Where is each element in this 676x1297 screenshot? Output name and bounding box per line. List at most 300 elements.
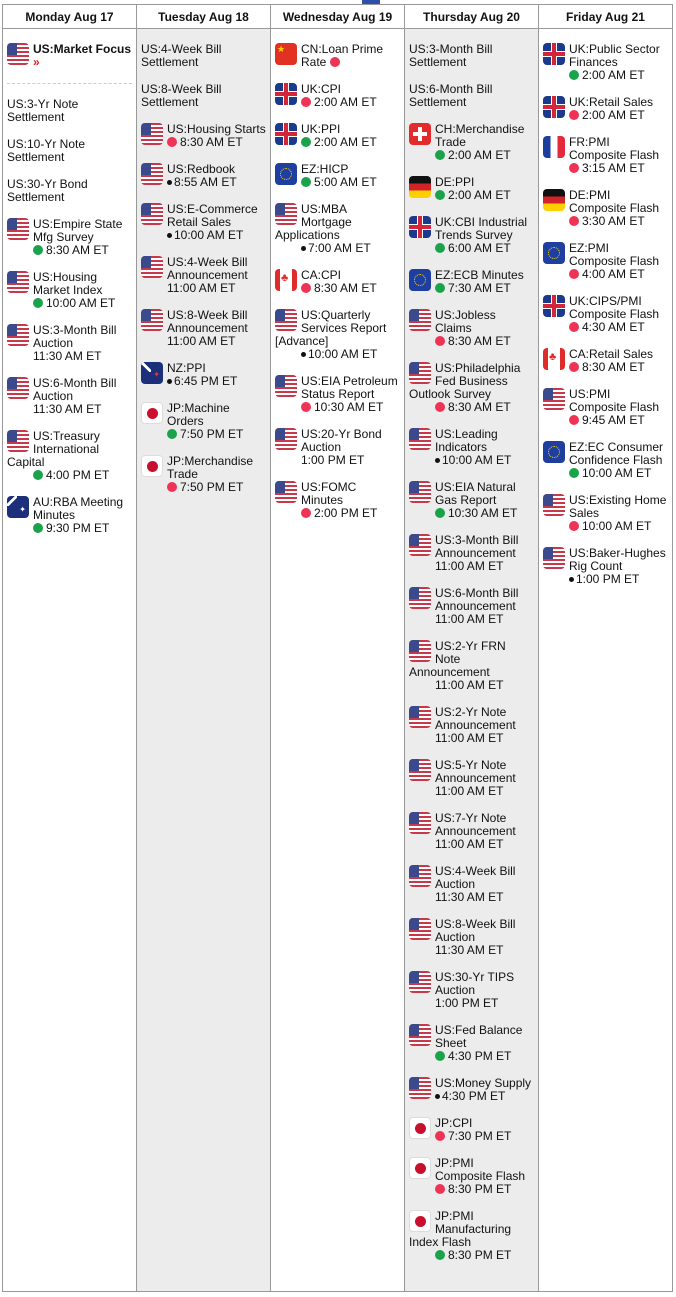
calendar-event[interactable] <box>543 96 668 122</box>
calendar-event[interactable] <box>141 309 266 348</box>
swiss-flag-icon <box>409 123 431 145</box>
calendar-event[interactable] <box>275 269 400 295</box>
calendar-event[interactable] <box>409 865 534 904</box>
event-name[interactable]: JP:PMI Manufacturing Index Flash <box>409 1209 512 1249</box>
event-time: 10:00 AM ET <box>582 466 652 480</box>
event-name[interactable]: US:3-Month Bill Auction <box>33 323 117 350</box>
us-flag-icon <box>7 324 29 346</box>
day-header: Friday Aug 21 <box>539 5 673 29</box>
event-time: 11:00 AM ET <box>435 784 504 798</box>
us-flag-icon <box>409 640 431 662</box>
event-name[interactable]: US:2-Yr FRN Note Announcement <box>409 639 506 679</box>
importance-dot <box>569 110 579 120</box>
event-time: 3:30 AM ET <box>582 214 645 228</box>
calendar-event[interactable] <box>141 123 266 149</box>
header-row <box>3 5 673 29</box>
calendar-event[interactable] <box>7 377 132 416</box>
event-name[interactable]: US:Housing Starts <box>167 122 266 136</box>
event-time-row <box>543 573 668 586</box>
event-name[interactable]: US:Leading Indicators <box>435 427 498 454</box>
calendar-event[interactable] <box>409 1210 534 1262</box>
importance-dot <box>167 429 177 439</box>
event-time: 8:30 AM ET <box>582 360 645 374</box>
event-time: 11:00 AM ET <box>435 559 504 573</box>
calendar-event[interactable] <box>543 242 668 281</box>
calendar-event[interactable] <box>141 256 266 295</box>
event-name[interactable]: US:Housing Market Index <box>33 270 103 297</box>
day-column <box>137 29 271 1292</box>
importance-dot <box>435 1051 445 1061</box>
event-time-row <box>409 613 534 626</box>
calendar-event[interactable] <box>409 534 534 573</box>
calendar-event[interactable] <box>543 136 668 175</box>
event-time: 2:00 AM ET <box>448 148 511 162</box>
us-flag-icon <box>543 388 565 410</box>
event-name[interactable]: US:4-Week Bill Auction <box>435 864 516 891</box>
event-name[interactable]: JP:Machine Orders <box>167 401 230 428</box>
calendar-event[interactable] <box>409 43 534 69</box>
importance-dot <box>301 137 311 147</box>
event-time-row <box>7 244 132 257</box>
event-time-row <box>409 335 534 348</box>
event-time: 1:00 PM ET <box>576 572 640 586</box>
event-name[interactable]: US:Quarterly Services Report [Advance] <box>275 308 387 348</box>
event-name[interactable]: US:EIA Natural Gas Report <box>435 480 516 507</box>
calendar-event[interactable] <box>409 640 534 692</box>
event-time: 11:30 AM ET <box>435 943 504 957</box>
calendar-event[interactable] <box>275 43 400 69</box>
event-time: 10:00 AM ET <box>308 347 378 361</box>
calendar-event[interactable] <box>7 324 132 363</box>
calendar-event[interactable] <box>543 189 668 228</box>
calendar-event[interactable] <box>275 123 400 149</box>
importance-dot <box>435 190 445 200</box>
us-flag-icon <box>409 428 431 450</box>
event-name[interactable]: AU:RBA Meeting Minutes <box>33 495 124 522</box>
calendar-event[interactable] <box>7 138 132 164</box>
importance-dot <box>301 246 306 251</box>
event-time-row <box>275 348 400 361</box>
event-name[interactable]: US:Existing Home Sales <box>569 493 667 520</box>
event-name[interactable]: US:8-Week Bill Settlement <box>141 82 222 109</box>
calendar-event[interactable] <box>409 269 534 295</box>
calendar-event[interactable] <box>141 163 266 189</box>
event-time: 4:00 AM ET <box>582 267 645 281</box>
calendar-event[interactable] <box>409 1077 534 1103</box>
event-time: 11:30 AM ET <box>435 890 504 904</box>
event-name[interactable]: NZ:PPI <box>167 361 206 375</box>
event-time-row <box>409 507 534 520</box>
event-name[interactable]: US:3-Month Bill Announcement <box>435 533 519 560</box>
event-time: 4:00 PM ET <box>46 468 110 482</box>
importance-dot <box>569 468 579 478</box>
calendar-event[interactable] <box>275 309 400 361</box>
us-flag-icon <box>409 1024 431 1046</box>
event-time-row <box>409 679 534 692</box>
event-name[interactable]: US:6-Month Bill Announcement <box>435 586 519 613</box>
day-header: Monday Aug 17 <box>3 5 137 29</box>
event-time: 5:00 AM ET <box>314 175 377 189</box>
event-name[interactable]: US:Market Focus <box>33 42 132 56</box>
canada-flag-icon <box>543 348 565 370</box>
calendar-event[interactable] <box>409 812 534 851</box>
us-flag-icon <box>141 256 163 278</box>
event-name[interactable]: US:4-Week Bill Settlement <box>141 42 222 69</box>
day-header: Thursday Aug 20 <box>405 5 539 29</box>
event-name[interactable]: UK:Public Sector Finances <box>569 42 660 69</box>
event-time: 2:00 AM ET <box>314 135 377 149</box>
importance-dot <box>435 508 445 518</box>
event-name[interactable]: US:3-Month Bill Settlement <box>409 42 493 69</box>
event-time: 10:30 AM ET <box>314 400 384 414</box>
event-time-row <box>409 997 534 1010</box>
event-time: 8:30 PM ET <box>448 1182 512 1196</box>
importance-dot <box>569 521 579 531</box>
event-time-row <box>409 401 534 414</box>
calendar-event[interactable] <box>543 388 668 427</box>
event-time-row <box>141 335 266 348</box>
event-name[interactable]: US:Redbook <box>167 162 236 176</box>
calendar-event[interactable] <box>7 430 132 482</box>
calendar-event[interactable] <box>141 83 266 109</box>
event-time-row <box>409 1183 534 1196</box>
event-time-row <box>141 229 266 242</box>
event-time-row <box>7 350 132 363</box>
event-time-row <box>543 467 668 480</box>
event-name[interactable]: JP:CPI <box>435 1116 473 1130</box>
event-name[interactable]: US:8-Week Bill Announcement <box>167 308 248 335</box>
calendar-event[interactable] <box>409 216 534 255</box>
importance-dot <box>167 180 172 185</box>
uk-flag-icon <box>543 96 565 118</box>
calendar-event[interactable] <box>543 295 668 334</box>
event-name[interactable]: US:4-Week Bill Announcement <box>167 255 248 282</box>
event-name[interactable]: US:30-Yr TIPS Auction <box>435 970 515 997</box>
us-flag-icon <box>409 1077 431 1099</box>
day-column <box>405 29 539 1292</box>
event-time: 1:00 PM ET <box>435 996 499 1010</box>
event-time: 2:00 AM ET <box>314 95 377 109</box>
calendar-event[interactable] <box>141 362 266 388</box>
event-name[interactable]: EZ:ECB Minutes <box>435 268 524 282</box>
event-time: 10:00 AM ET <box>46 296 116 310</box>
calendar-event[interactable] <box>409 706 534 745</box>
germany-flag-icon <box>409 176 431 198</box>
calendar-event[interactable] <box>409 759 534 798</box>
event-name[interactable]: EZ:HICP <box>301 162 349 176</box>
event-name[interactable]: US:30-Yr Bond Settlement <box>7 177 88 204</box>
calendar-event[interactable] <box>275 83 400 109</box>
event-time: 8:30 AM ET <box>448 400 511 414</box>
importance-dot <box>569 415 579 425</box>
event-name[interactable]: CA:CPI <box>301 268 342 282</box>
event-time-row <box>141 282 266 295</box>
calendar-event[interactable] <box>543 43 668 82</box>
us-flag-icon <box>7 271 29 293</box>
calendar-event[interactable] <box>141 455 266 494</box>
calendar-event[interactable] <box>275 428 400 467</box>
importance-dot <box>33 470 43 480</box>
us-flag-icon <box>7 218 29 240</box>
event-time: 8:55 AM ET <box>174 175 237 189</box>
event-name[interactable]: US:E-Commerce Retail Sales <box>167 202 258 229</box>
event-time: 10:00 AM ET <box>174 228 244 242</box>
calendar-event[interactable] <box>409 428 534 467</box>
germany-flag-icon <box>543 189 565 211</box>
canada-flag-icon <box>275 269 297 291</box>
importance-dot <box>167 233 172 238</box>
event-time-row <box>141 481 266 494</box>
event-name[interactable]: US:EIA Petroleum Status Report <box>301 374 398 401</box>
event-name[interactable]: US:PMI Composite Flash <box>569 387 660 414</box>
event-time: 10:30 AM ET <box>448 506 518 520</box>
event-name[interactable]: US:6-Month Bill Auction <box>33 376 117 403</box>
event-time-row <box>7 469 132 482</box>
calendar-event[interactable] <box>409 481 534 520</box>
event-name[interactable]: CH:Merchandise Trade <box>435 122 525 149</box>
china-flag-icon <box>275 43 297 65</box>
event-name[interactable]: US:8-Week Bill Auction <box>435 917 516 944</box>
event-time: 8:30 PM ET <box>448 1248 512 1262</box>
uk-flag-icon <box>543 43 565 65</box>
calendar-event[interactable] <box>141 43 266 69</box>
importance-dot <box>301 402 311 412</box>
uk-flag-icon <box>275 123 297 145</box>
event-time-row <box>141 428 266 441</box>
event-time-row <box>409 891 534 904</box>
importance-dot <box>569 577 574 582</box>
event-time: 7:00 AM ET <box>308 241 371 255</box>
japan-flag-icon <box>141 455 163 477</box>
event-time: 10:00 AM ET <box>442 453 512 467</box>
event-name[interactable]: US:7-Yr Note Announcement <box>435 811 516 838</box>
event-time: 8:30 AM ET <box>314 281 377 295</box>
event-name[interactable]: UK:CIPS/PMI Composite Flash <box>569 294 660 321</box>
new-zealand-flag-icon <box>141 362 163 384</box>
us-flag-icon <box>141 309 163 331</box>
us-flag-icon <box>409 481 431 503</box>
event-time-row <box>409 732 534 745</box>
event-time-row <box>409 785 534 798</box>
event-time-row <box>7 403 132 416</box>
calendar-event[interactable] <box>409 123 534 162</box>
us-flag-icon <box>409 309 431 331</box>
event-time: 2:00 AM ET <box>448 188 511 202</box>
us-flag-icon <box>409 587 431 609</box>
importance-dot <box>435 402 445 412</box>
us-flag-icon <box>275 428 297 450</box>
event-time: 11:30 AM ET <box>33 349 102 363</box>
importance-dot <box>301 352 306 357</box>
calendar-event[interactable] <box>409 83 534 109</box>
event-name[interactable]: US:2-Yr Note Announcement <box>435 705 516 732</box>
event-name[interactable]: UK:CBI Industrial Trends Survey <box>435 215 528 242</box>
calendar-event[interactable] <box>7 496 132 535</box>
uk-flag-icon <box>543 295 565 317</box>
importance-dot <box>435 458 440 463</box>
event-name[interactable]: UK:CPI <box>301 82 342 96</box>
event-name[interactable]: US:3-Yr Note Settlement <box>7 97 79 124</box>
calendar-event[interactable] <box>7 178 132 204</box>
calendar-event[interactable] <box>275 163 400 189</box>
calendar-event[interactable] <box>7 43 132 69</box>
day-header: Tuesday Aug 18 <box>137 5 271 29</box>
event-time: 8:30 AM ET <box>180 135 243 149</box>
calendar-event[interactable] <box>543 494 668 533</box>
event-name[interactable]: US:MBA Mortgage Applications <box>275 202 352 242</box>
calendar-event[interactable] <box>409 587 534 626</box>
event-time: 11:00 AM ET <box>435 612 504 626</box>
japan-flag-icon <box>409 1210 431 1232</box>
event-name[interactable]: UK:Retail Sales <box>569 95 654 109</box>
event-time: 2:00 AM ET <box>582 68 645 82</box>
event-time: 9:30 PM ET <box>46 521 110 535</box>
event-time: 6:45 PM ET <box>174 374 238 388</box>
event-name[interactable]: US:Treasury International Capital <box>7 429 100 469</box>
us-flag-icon <box>409 971 431 993</box>
us-flag-icon <box>409 865 431 887</box>
us-flag-icon <box>275 309 297 331</box>
france-flag-icon <box>543 136 565 158</box>
importance-dot <box>167 482 177 492</box>
event-name[interactable]: JP:PMI Composite Flash <box>435 1156 526 1183</box>
event-time-row <box>543 321 668 334</box>
us-flag-icon <box>409 812 431 834</box>
chevron-right-icon: » <box>33 55 40 69</box>
us-flag-icon <box>141 163 163 185</box>
event-time-row <box>275 401 400 414</box>
day-header: Wednesday Aug 19 <box>271 5 405 29</box>
event-name[interactable]: UK:PPI <box>301 122 341 136</box>
calendar-event[interactable] <box>141 203 266 242</box>
importance-dot <box>301 283 311 293</box>
importance-dot <box>569 362 579 372</box>
events-row <box>3 29 673 1292</box>
importance-dot <box>330 57 340 67</box>
australia-flag-icon <box>7 496 29 518</box>
calendar-event[interactable] <box>543 547 668 586</box>
calendar-event[interactable] <box>409 362 534 414</box>
event-time: 11:00 AM ET <box>167 334 236 348</box>
importance-dot <box>435 1094 440 1099</box>
importance-dot <box>569 322 579 332</box>
day-column <box>3 29 137 1292</box>
importance-dot <box>435 243 445 253</box>
us-flag-icon <box>409 362 431 384</box>
calendar-event[interactable] <box>409 1117 534 1143</box>
event-name[interactable]: US:Baker-Hughes Rig Count <box>569 546 666 573</box>
event-time: 8:30 AM ET <box>448 334 511 348</box>
calendar-event[interactable] <box>409 176 534 202</box>
event-time-row <box>543 520 668 533</box>
us-flag-icon <box>7 377 29 399</box>
event-name[interactable]: US:Money Supply <box>435 1076 532 1090</box>
event-time: 7:50 PM ET <box>180 427 244 441</box>
event-time: 4:30 PM ET <box>442 1089 506 1103</box>
calendar-event[interactable] <box>141 402 266 441</box>
event-time-row <box>543 414 668 427</box>
eu-flag-icon <box>409 269 431 291</box>
event-name[interactable]: US:Fed Balance Sheet <box>435 1023 523 1050</box>
event-time: 11:30 AM ET <box>33 402 102 416</box>
event-name[interactable]: EZ:PMI Composite Flash <box>569 241 660 268</box>
event-name[interactable]: US:Jobless Claims <box>435 308 496 335</box>
event-time: 1:00 PM ET <box>301 453 365 467</box>
event-name[interactable]: US:20-Yr Bond Auction <box>301 427 382 454</box>
calendar-event[interactable] <box>543 348 668 374</box>
event-name[interactable]: CN:Loan Prime Rate <box>301 42 384 69</box>
importance-dot <box>569 70 579 80</box>
event-time: 2:00 AM ET <box>582 108 645 122</box>
event-time-row <box>275 507 400 520</box>
eu-flag-icon <box>543 441 565 463</box>
event-time-row <box>543 215 668 228</box>
event-name[interactable]: US:FOMC Minutes <box>301 480 357 507</box>
eu-flag-icon <box>275 163 297 185</box>
event-name[interactable]: DE:PPI <box>435 175 475 189</box>
event-time-row <box>7 522 132 535</box>
event-name[interactable]: US:6-Month Bill Settlement <box>409 82 493 109</box>
event-name[interactable]: US:Empire State Mfg Survey <box>33 217 123 244</box>
calendar-event[interactable] <box>275 375 400 414</box>
calendar-event[interactable] <box>275 203 400 255</box>
divider <box>7 83 132 84</box>
importance-dot <box>167 379 172 384</box>
day-column <box>539 29 673 1292</box>
us-flag-icon <box>409 918 431 940</box>
calendar-event[interactable] <box>409 309 534 348</box>
us-flag-icon <box>141 203 163 225</box>
event-time-row <box>409 454 534 467</box>
event-name[interactable]: DE:PMI Composite Flash <box>569 188 660 215</box>
japan-flag-icon <box>409 1157 431 1179</box>
event-name[interactable]: FR:PMI Composite Flash <box>569 135 660 162</box>
japan-flag-icon <box>409 1117 431 1139</box>
event-time: 3:15 AM ET <box>582 161 645 175</box>
event-name[interactable]: US:Philadelphia Fed Business Outlook Survey <box>409 361 521 401</box>
event-name[interactable]: US:5-Yr Note Announcement <box>435 758 516 785</box>
event-time: 4:30 AM ET <box>582 320 645 334</box>
calendar-event[interactable] <box>7 218 132 257</box>
event-time-row <box>543 162 668 175</box>
calendar-event[interactable] <box>275 481 400 520</box>
event-name[interactable]: EZ:EC Consumer Confidence Flash <box>569 440 664 467</box>
calendar-event[interactable] <box>543 441 668 480</box>
importance-dot <box>301 177 311 187</box>
us-flag-icon <box>409 706 431 728</box>
calendar-event[interactable] <box>409 1024 534 1063</box>
uk-flag-icon <box>275 83 297 105</box>
event-time: 7:30 AM ET <box>448 281 511 295</box>
calendar-event[interactable] <box>7 98 132 124</box>
day-column <box>271 29 405 1292</box>
importance-dot <box>435 1184 445 1194</box>
importance-dot <box>33 245 43 255</box>
calendar-event[interactable] <box>409 1157 534 1196</box>
calendar-event[interactable] <box>7 271 132 310</box>
calendar-event[interactable] <box>409 918 534 957</box>
event-name[interactable]: CA:Retail Sales <box>569 347 654 361</box>
calendar-event[interactable] <box>409 971 534 1010</box>
event-time: 9:45 AM ET <box>582 413 645 427</box>
us-flag-icon <box>409 534 431 556</box>
event-time-row <box>409 838 534 851</box>
event-time-row <box>275 242 400 255</box>
event-name[interactable]: JP:Merchandise Trade <box>167 454 254 481</box>
event-name[interactable]: US:10-Yr Note Settlement <box>7 137 86 164</box>
us-flag-icon <box>7 430 29 452</box>
importance-dot <box>435 336 445 346</box>
